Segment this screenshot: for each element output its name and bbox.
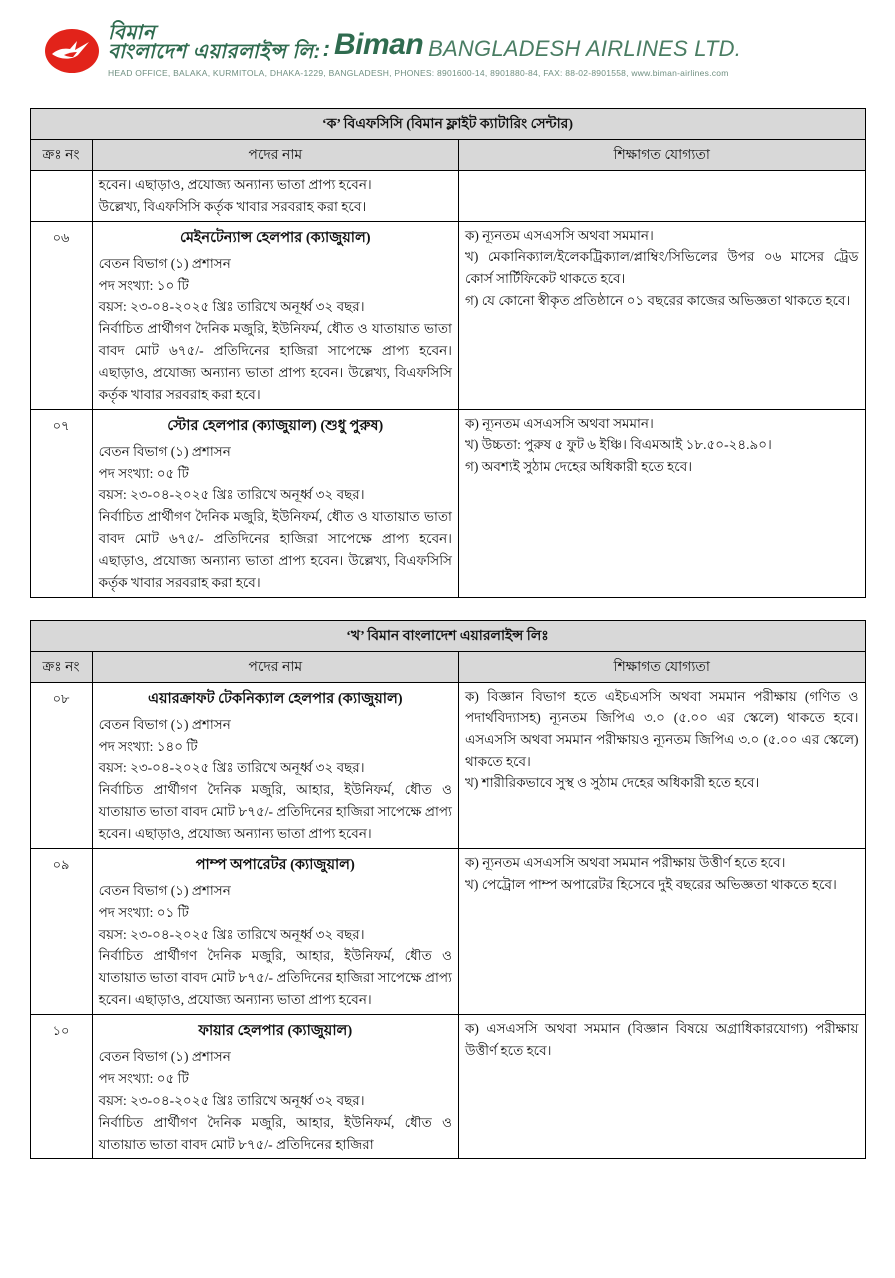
brand-name: Biman <box>333 28 424 61</box>
row-sl: ০৬ <box>30 221 92 409</box>
post-detail-line: পদ সংখ্যা: ০৫ টি <box>98 1070 189 1086</box>
qualification-line: ক) এসএসসি অথবা সমমান (বিজ্ঞান বিষয়ে অগ্রাধিকারযোগ্য) পরীক্ষায় উত্তীর্ণ হতে হবে। <box>464 1021 859 1058</box>
table-row <box>30 848 865 1014</box>
section-title: ‘খ’ বিমান বাংলাদেশ এয়ারলাইন্স লিঃ <box>30 620 865 651</box>
post-detail-line: বয়স: ২৩-০৪-২০২৫ খ্রিঃ তারিখে অনূর্ধ্ব ৩২ বছর। <box>98 926 365 942</box>
post-title: মেইনটেন্যান্স হেলপার (ক্যাজুয়াল) <box>179 229 371 246</box>
table-section-kha <box>30 620 866 1160</box>
post-detail-line: পদ সংখ্যা: ০১ টি <box>98 904 189 920</box>
post-detail-line: পদ সংখ্যা: ১০ টি <box>98 277 189 293</box>
row-post-details <box>92 221 458 409</box>
bangla-wordmark-line1: বিমান <box>108 22 156 44</box>
post-title: স্টোর হেলপার (ক্যাজুয়াল) (শুধু পুরুষ) <box>167 417 384 434</box>
row-qualification <box>458 221 865 409</box>
post-detail-line: বেতন বিভাগ (১) প্রশাসন <box>98 443 231 459</box>
qualification-line: ক) ন্যূনতম এসএসসি অথবা সমমান। <box>464 415 654 431</box>
column-header-sl: ক্রঃ নং <box>30 140 92 171</box>
row-post-details <box>92 848 458 1014</box>
biman-stork-logo-icon <box>44 28 100 74</box>
row-post-details <box>92 171 458 222</box>
table-row <box>30 1015 865 1159</box>
row-qualification <box>458 1015 865 1159</box>
qualification-line: গ) অবশ্যই সুঠাম দেহের অধিকারী হতে হবে। <box>464 458 693 474</box>
letterhead <box>0 24 895 102</box>
row-post-details <box>92 1015 458 1159</box>
column-header-qualification: শিক্ষাগত যোগ্যতা <box>458 651 865 682</box>
brand-tagline: BANGLADESH AIRLINES LTD. <box>428 36 742 61</box>
qualification-line: গ) যে কোনো স্বীকৃত প্রতিষ্ঠানে ০১ বছরের কাজের অভিজ্ঞতা থাকতে হবে। <box>464 292 851 308</box>
post-detail-line: নির্বাচিত প্রার্থীগণ দৈনিক মজুরি, ইউনিফর্ম, ধৌত ও যাতায়াত ভাতা বাবদ মোট ৬৭৫/- প্রতিদিনের হাজিরা সাপেক্ষে প্রাপ্য হবেন। এছাড়াও, প্রযোজ্য অন্যান্য ভাতা প্রাপ্য হবেন। উল্লেখ্য, বিএফসিসি কর্তৃক খাবার সরবরাহ করা হবে। <box>98 321 452 402</box>
brand-wordmark-block <box>108 24 741 78</box>
post-detail-line: নির্বাচিত প্রার্থীগণ দৈনিক মজুরি, আহার, ইউনিফর্ম, ধৌত ও যাতায়াত ভাতা বাবদ মোট ৮৭৫/- প্রতিদিনের হাজিরা সাপেক্ষে প্রাপ্য হবেন। এছাড়াও, প্রযোজ্য অন্যান্য ভাতা প্রাপ্য হবেন। <box>98 948 452 1008</box>
post-title: এয়ারক্রাফট টেকনিক্যাল হেলপার (ক্যাজুয়াল) <box>147 690 403 707</box>
column-header-post: পদের নাম <box>92 651 458 682</box>
qualification-line: খ) শারীরিকভাবে সুস্থ ও সুঠাম দেহের অধিকারী হতে হবে। <box>464 775 760 791</box>
row-post-details <box>92 409 458 597</box>
post-detail-line: বয়স: ২৩-০৪-২০২৫ খ্রিঃ তারিখে অনূর্ধ্ব ৩২ বছর। <box>98 1092 365 1108</box>
table-row <box>30 221 865 409</box>
bangla-wordmark-line2: বাংলাদেশ এয়ারলাইন্স লি: <box>108 41 321 63</box>
row-sl: ০৭ <box>30 409 92 597</box>
post-detail-line: বেতন বিভাগ (১) প্রশাসন <box>98 882 231 898</box>
post-detail-line: বয়স: ২৩-০৪-২০২৫ খ্রিঃ তারিখে অনূর্ধ্ব ৩২ বছর। <box>98 760 365 776</box>
column-header-post: পদের নাম <box>92 140 458 171</box>
column-header-qualification: শিক্ষাগত যোগ্যতা <box>458 140 865 171</box>
table-row <box>30 409 865 597</box>
column-header-row <box>30 140 865 171</box>
table-row <box>30 682 865 848</box>
qualification-line: ক) ন্যূনতম এসএসসি অথবা সমমান পরীক্ষায় উত্তীর্ণ হতে হবে। <box>464 854 786 870</box>
row-qualification <box>458 848 865 1014</box>
table-section-ka <box>30 108 866 598</box>
post-detail-line: উল্লেখ্য, বিএফসিসি কর্তৃক খাবার সরবরাহ করা হবে। <box>98 198 367 214</box>
section-title-row <box>30 620 865 651</box>
section-title: ‘ক’ বিএফসিসি (বিমান ফ্লাইট ক্যাটারিং সেন্টার) <box>30 109 865 140</box>
post-detail-line: হবেন। এছাড়াও, প্রযোজ্য অন্যান্য ভাতা প্রাপ্য হবেন। <box>98 177 372 192</box>
post-detail-line: বয়স: ২৩-০৪-২০২৫ খ্রিঃ তারিখে অনূর্ধ্ব ৩২ বছর। <box>98 487 365 503</box>
row-qualification <box>458 682 865 848</box>
post-detail-line: বয়স: ২৩-০৪-২০২৫ খ্রিঃ তারিখে অনূর্ধ্ব ৩২ বছর। <box>98 299 365 315</box>
head-office-address: HEAD OFFICE, BALAKA, KURMITOLA, DHAKA-1229, BANGLADESH, PHONES: 8901600-14, 8901880-84, FAX: 88-02-8901558, www.biman-airlines.com <box>108 68 729 78</box>
row-qualification <box>458 171 865 222</box>
row-qualification <box>458 409 865 597</box>
bangla-wordmark <box>108 24 321 62</box>
qualification-line: খ) উচ্চতা: পুরুষ ৫ ফুট ৬ ইঞ্চি। বিএমআই ১৮.৫০-২৪.৯০। <box>464 437 772 453</box>
post-detail-line: বেতন বিভাগ (১) প্রশাসন <box>98 255 231 271</box>
row-sl: ০৮ <box>30 682 92 848</box>
post-detail-line: নির্বাচিত প্রার্থীগণ দৈনিক মজুরি, আহার, ইউনিফর্ম, ধৌত ও যাতায়াত ভাতা বাবদ মোট ৮৭৫/- প্রতিদিনের হাজিরা <box>98 1114 452 1152</box>
qualification-line: ক) বিজ্ঞান বিভাগ হতে এইচএসসি অথবা সমমান পরীক্ষায় (গণিত ও পদার্থবিদ্যাসহ) ন্যূনতম জিপিএ ৩.০ (৫.০০ এর স্কেলে) থাকতে হবে। এসএসসি অথবা সমমান পরীক্ষায়ও ন্যূনতম জিপিএ ৩.০ (৫.০০ এর স্কেলে) থাকতে হবে। <box>464 688 859 769</box>
wordmark-separator: : <box>322 36 330 61</box>
post-detail-line: পদ সংখ্যা: ০৫ টি <box>98 465 189 481</box>
table-row <box>30 171 865 222</box>
qualification-line: খ) পেট্রোল পাম্প অপারেটর হিসেবে দুই বছরের অভিজ্ঞতা থাকতে হবে। <box>464 876 837 892</box>
qualification-line: খ) মেকানিক্যাল/ইলেকট্রিক্যাল/প্লাম্বিং/সিভিলের উপর ০৬ মাসের ট্রেড কোর্স সার্টিফিকেট থাকতে হবে। <box>464 249 859 286</box>
row-sl: ১০ <box>30 1015 92 1159</box>
column-header-sl: ক্রঃ নং <box>30 651 92 682</box>
post-detail-line: বেতন বিভাগ (১) প্রশাসন <box>98 1049 231 1065</box>
post-detail-line: পদ সংখ্যা: ১৪০ টি <box>98 738 198 754</box>
post-detail-line: বেতন বিভাগ (১) প্রশাসন <box>98 716 231 732</box>
row-sl: ০৯ <box>30 848 92 1014</box>
qualification-line: ক) ন্যূনতম এসএসসি অথবা সমমান। <box>464 227 654 243</box>
post-detail-line: নির্বাচিত প্রার্থীগণ দৈনিক মজুরি, আহার, ইউনিফর্ম, ধৌত ও যাতায়াত ভাতা বাবদ মোট ৮৭৫/- প্রতিদিনের হাজিরা সাপেক্ষে প্রাপ্য হবেন। এছাড়াও, প্রযোজ্য অন্যান্য ভাতা প্রাপ্য হবেন। <box>98 782 452 842</box>
post-title: ফায়ার হেলপার (ক্যাজুয়াল) <box>198 1023 353 1040</box>
post-detail-line: নির্বাচিত প্রার্থীগণ দৈনিক মজুরি, ইউনিফর্ম, ধৌত ও যাতায়াত ভাতা বাবদ মোট ৬৭৫/- প্রতিদিনের হাজিরা সাপেক্ষে প্রাপ্য হবেন। এছাড়াও, প্রযোজ্য অন্যান্য ভাতা প্রাপ্য হবেন। উল্লেখ্য, বিএফসিসি কর্তৃক খাবার সরবরাহ করা হবে। <box>98 509 452 590</box>
post-title: পাম্প অপারেটর (ক্যাজুয়াল) <box>195 856 355 873</box>
row-sl <box>30 171 92 222</box>
column-header-row <box>30 651 865 682</box>
section-title-row <box>30 109 865 140</box>
row-post-details <box>92 682 458 848</box>
